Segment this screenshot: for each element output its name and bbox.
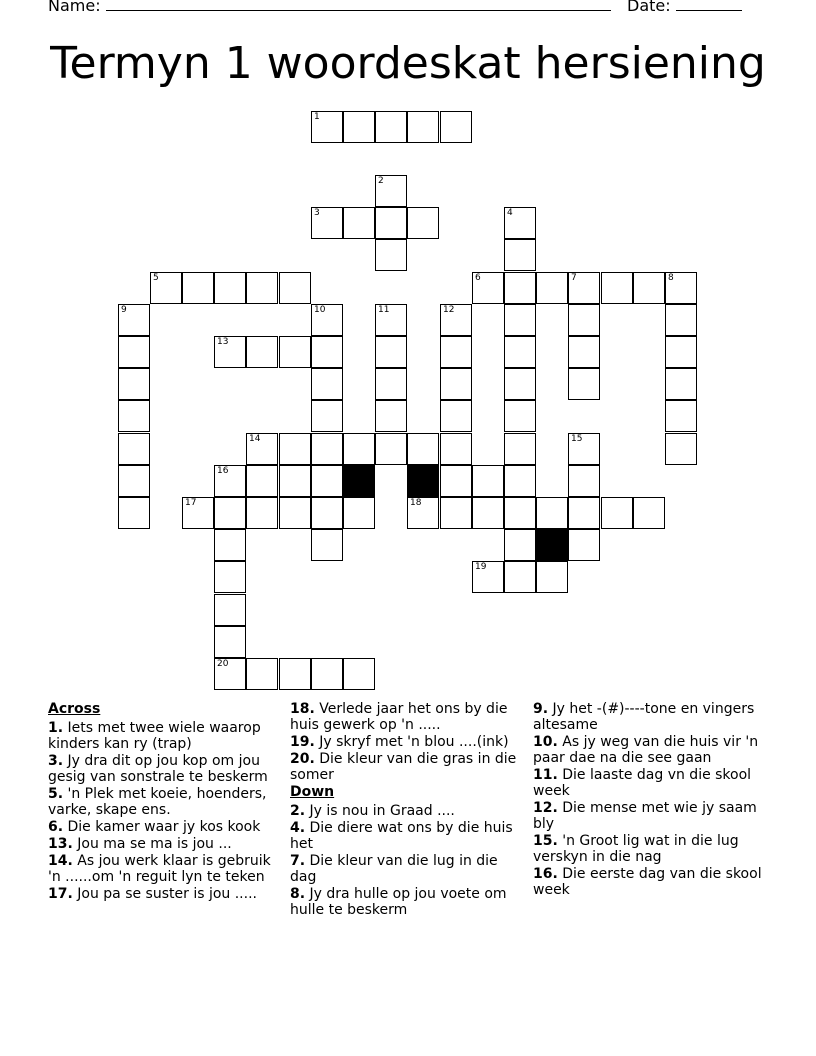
grid-cell[interactable] xyxy=(504,304,536,336)
across-heading: Across xyxy=(48,701,101,717)
grid-cell[interactable] xyxy=(504,561,536,593)
across-clue xyxy=(290,734,522,750)
name-label: Name: xyxy=(48,0,101,15)
black-square xyxy=(343,465,375,497)
clue-num: 11. xyxy=(533,767,558,783)
clue-number: 6 xyxy=(475,273,481,283)
clue-num: 15. xyxy=(533,833,558,849)
clue-num: 5. xyxy=(48,786,64,802)
down-clue xyxy=(533,734,769,766)
clue-number: 2 xyxy=(378,176,384,186)
grid-cell[interactable] xyxy=(311,658,343,690)
clue-text: Jy dra dit op jou kop om jou gesig van sonstrale te beskerm xyxy=(48,753,268,785)
grid-cell[interactable] xyxy=(568,497,600,529)
grid-cell[interactable] xyxy=(311,497,343,529)
grid-cell[interactable] xyxy=(343,111,375,143)
grid-cell[interactable] xyxy=(472,561,504,593)
clue-num: 1. xyxy=(48,720,64,736)
grid-cell[interactable] xyxy=(343,433,375,465)
clue-text: 'n Plek met koeie, hoenders, varke, skape ens. xyxy=(48,786,267,818)
grid-cell[interactable] xyxy=(246,272,278,304)
grid-cell[interactable] xyxy=(279,433,311,465)
grid-cell[interactable] xyxy=(407,497,439,529)
down-heading: Down xyxy=(290,784,335,800)
grid-cell[interactable] xyxy=(601,272,633,304)
grid-cell[interactable] xyxy=(311,304,343,336)
grid-cell[interactable] xyxy=(214,529,246,561)
clue-text: 'n Groot lig wat in die lug verskyn in die nag xyxy=(533,833,739,865)
grid-cell[interactable] xyxy=(504,368,536,400)
grid-cell[interactable] xyxy=(665,368,697,400)
clue-text: Die kamer waar jy kos kook xyxy=(63,819,261,835)
grid-cell[interactable] xyxy=(311,529,343,561)
grid-cell[interactable] xyxy=(311,111,343,143)
clue-number: 18 xyxy=(410,498,422,508)
grid-cell[interactable] xyxy=(311,465,343,497)
down-clue xyxy=(533,800,769,832)
clues-column-3 xyxy=(533,701,769,899)
grid-cell[interactable] xyxy=(504,497,536,529)
grid-cell[interactable] xyxy=(440,433,472,465)
grid-cell[interactable] xyxy=(246,336,278,368)
clue-number: 3 xyxy=(314,208,320,218)
grid-cell[interactable] xyxy=(118,433,150,465)
clue-number: 4 xyxy=(507,208,513,218)
clue-number: 9 xyxy=(121,305,127,315)
grid-cell[interactable] xyxy=(665,272,697,304)
clue-num: 16. xyxy=(533,866,558,882)
clue-text: Jy is nou in Graad .... xyxy=(305,803,455,819)
clue-num: 19. xyxy=(290,734,315,750)
grid-cell[interactable] xyxy=(214,626,246,658)
grid-cell[interactable] xyxy=(375,433,407,465)
clue-number: 16 xyxy=(217,466,229,476)
grid-cell[interactable] xyxy=(568,465,600,497)
grid-cell[interactable] xyxy=(504,433,536,465)
grid-cell[interactable] xyxy=(311,400,343,432)
grid-cell[interactable] xyxy=(375,400,407,432)
clue-number: 12 xyxy=(443,305,455,315)
across-clue xyxy=(48,819,280,835)
clue-text: Iets met twee wiele waarop kinders kan ry (trap) xyxy=(48,720,261,752)
grid-cell[interactable] xyxy=(472,465,504,497)
clues-column-2 xyxy=(290,701,522,919)
grid-cell[interactable] xyxy=(118,497,150,529)
grid-cell[interactable] xyxy=(118,336,150,368)
grid-cell[interactable] xyxy=(343,658,375,690)
clue-number: 7 xyxy=(571,273,577,283)
grid-cell[interactable] xyxy=(665,336,697,368)
grid-cell[interactable] xyxy=(568,433,600,465)
clue-number: 19 xyxy=(475,562,487,572)
grid-cell[interactable] xyxy=(536,561,568,593)
clue-text: Jy skryf met 'n blou ....(ink) xyxy=(314,734,509,750)
clue-num: 7. xyxy=(290,853,306,869)
clue-number: 17 xyxy=(185,498,197,508)
grid-cell[interactable] xyxy=(118,368,150,400)
grid-cell[interactable] xyxy=(504,272,536,304)
across-clue xyxy=(290,751,522,783)
clue-num: 3. xyxy=(48,753,64,769)
clue-text: Die kleur van die lug in die dag xyxy=(290,853,498,885)
grid-cell[interactable] xyxy=(568,529,600,561)
down-clue xyxy=(290,803,522,819)
grid-cell[interactable] xyxy=(118,304,150,336)
grid-cell[interactable] xyxy=(279,272,311,304)
grid-cell[interactable] xyxy=(504,239,536,271)
grid-cell[interactable] xyxy=(118,465,150,497)
clue-num: 17. xyxy=(48,886,73,902)
black-square xyxy=(407,465,439,497)
clue-text: Verlede jaar het ons by die huis gewerk op 'n ..... xyxy=(290,701,508,733)
grid-cell[interactable] xyxy=(440,111,472,143)
grid-cell[interactable] xyxy=(279,658,311,690)
clue-num: 18. xyxy=(290,701,315,717)
grid-cell[interactable] xyxy=(375,207,407,239)
grid-cell[interactable] xyxy=(568,272,600,304)
clue-num: 6. xyxy=(48,819,64,835)
clue-num: 2. xyxy=(290,803,306,819)
clue-num: 20. xyxy=(290,751,315,767)
grid-cell[interactable] xyxy=(182,497,214,529)
clue-text: As jy weg van die huis vir 'n paar dae na die see gaan xyxy=(533,734,759,766)
grid-cell[interactable] xyxy=(504,207,536,239)
grid-cell[interactable] xyxy=(311,433,343,465)
grid-cell[interactable] xyxy=(568,304,600,336)
grid-cell[interactable] xyxy=(568,336,600,368)
down-clue xyxy=(533,866,769,898)
clue-num: 13. xyxy=(48,836,73,852)
grid-cell[interactable] xyxy=(118,400,150,432)
down-clue xyxy=(290,820,522,852)
clue-text: Die mense met wie jy saam bly xyxy=(533,800,757,832)
grid-cell[interactable] xyxy=(504,400,536,432)
grid-cell[interactable] xyxy=(375,175,407,207)
clues-column-1 xyxy=(48,701,280,903)
across-clue xyxy=(48,786,280,818)
clue-number: 10 xyxy=(314,305,326,315)
grid-cell[interactable] xyxy=(343,207,375,239)
grid-cell[interactable] xyxy=(407,207,439,239)
grid-cell[interactable] xyxy=(665,400,697,432)
clue-num: 10. xyxy=(533,734,558,750)
grid-cell[interactable] xyxy=(375,304,407,336)
grid-cell[interactable] xyxy=(150,272,182,304)
clue-text: Die laaste dag vn die skool week xyxy=(533,767,752,799)
grid-cell[interactable] xyxy=(279,465,311,497)
across-clue xyxy=(48,720,280,752)
grid-cell[interactable] xyxy=(440,497,472,529)
grid-cell[interactable] xyxy=(214,497,246,529)
grid-cell[interactable] xyxy=(472,497,504,529)
grid-cell[interactable] xyxy=(246,658,278,690)
clue-number: 13 xyxy=(217,337,229,347)
grid-cell[interactable] xyxy=(633,272,665,304)
down-clue xyxy=(533,701,769,733)
grid-cell[interactable] xyxy=(504,336,536,368)
date-label: Date: xyxy=(627,0,671,15)
down-clue xyxy=(533,833,769,865)
clue-text: Jy dra hulle op jou voete om hulle te beskerm xyxy=(290,886,507,918)
clue-num: 12. xyxy=(533,800,558,816)
across-clue xyxy=(290,701,522,733)
grid-cell[interactable] xyxy=(214,272,246,304)
grid-cell[interactable] xyxy=(375,368,407,400)
down-clue xyxy=(290,853,522,885)
grid-cell[interactable] xyxy=(440,465,472,497)
grid-cell[interactable] xyxy=(375,239,407,271)
clue-number: 8 xyxy=(668,273,674,283)
grid-cell[interactable] xyxy=(343,497,375,529)
clue-text: Die kleur van die gras in die somer xyxy=(290,751,517,783)
grid-cell[interactable] xyxy=(504,529,536,561)
grid-cell[interactable] xyxy=(279,497,311,529)
clue-number: 20 xyxy=(217,659,229,669)
grid-cell[interactable] xyxy=(246,497,278,529)
grid-cell[interactable] xyxy=(440,368,472,400)
grid-cell[interactable] xyxy=(311,368,343,400)
grid-cell[interactable] xyxy=(440,400,472,432)
clue-text: Jou pa se suster is jou ..... xyxy=(72,886,257,902)
clue-num: 9. xyxy=(533,701,549,717)
grid-cell[interactable] xyxy=(214,594,246,626)
clue-number: 15 xyxy=(571,434,583,444)
grid-cell[interactable] xyxy=(311,336,343,368)
clue-text: Die diere wat ons by die huis het xyxy=(290,820,513,852)
grid-cell[interactable] xyxy=(375,111,407,143)
grid-cell[interactable] xyxy=(504,465,536,497)
grid-cell[interactable] xyxy=(472,272,504,304)
clue-text: Jou ma se ma is jou ... xyxy=(72,836,232,852)
across-clue xyxy=(48,753,280,785)
grid-cell[interactable] xyxy=(440,336,472,368)
grid-cell[interactable] xyxy=(440,304,472,336)
grid-cell[interactable] xyxy=(311,207,343,239)
clue-num: 4. xyxy=(290,820,306,836)
clue-number: 1 xyxy=(314,112,320,122)
clue-number: 14 xyxy=(249,434,261,444)
grid-cell[interactable] xyxy=(214,336,246,368)
clue-num: 14. xyxy=(48,853,73,869)
grid-cell[interactable] xyxy=(568,368,600,400)
grid-cell[interactable] xyxy=(601,497,633,529)
page-title: Termyn 1 woordeskat hersiening xyxy=(50,38,766,89)
clue-number: 11 xyxy=(378,305,390,315)
grid-cell[interactable] xyxy=(279,336,311,368)
grid-cell[interactable] xyxy=(246,465,278,497)
clue-num: 8. xyxy=(290,886,306,902)
grid-cell[interactable] xyxy=(182,272,214,304)
grid-cell[interactable] xyxy=(246,433,278,465)
down-clue xyxy=(290,886,522,918)
grid-cell[interactable] xyxy=(665,304,697,336)
grid-cell[interactable] xyxy=(214,465,246,497)
clue-number: 5 xyxy=(153,273,159,283)
grid-cell[interactable] xyxy=(214,561,246,593)
black-square xyxy=(536,529,568,561)
grid-cell[interactable] xyxy=(407,111,439,143)
grid-cell[interactable] xyxy=(407,433,439,465)
across-clue xyxy=(48,836,280,852)
grid-cell[interactable] xyxy=(536,272,568,304)
grid-cell[interactable] xyxy=(665,433,697,465)
grid-cell[interactable] xyxy=(375,336,407,368)
clue-text: As jou werk klaar is gebruik 'n ......om 'n reguit lyn te teken xyxy=(48,853,271,885)
across-clue xyxy=(48,853,280,885)
grid-cell[interactable] xyxy=(214,658,246,690)
down-clue xyxy=(533,767,769,799)
across-clue xyxy=(48,886,280,902)
grid-cell[interactable] xyxy=(633,497,665,529)
clue-text: Die eerste dag van die skool week xyxy=(533,866,762,898)
grid-cell[interactable] xyxy=(536,497,568,529)
clue-text: Jy het -(#)----tone en vingers altesame xyxy=(533,701,755,733)
